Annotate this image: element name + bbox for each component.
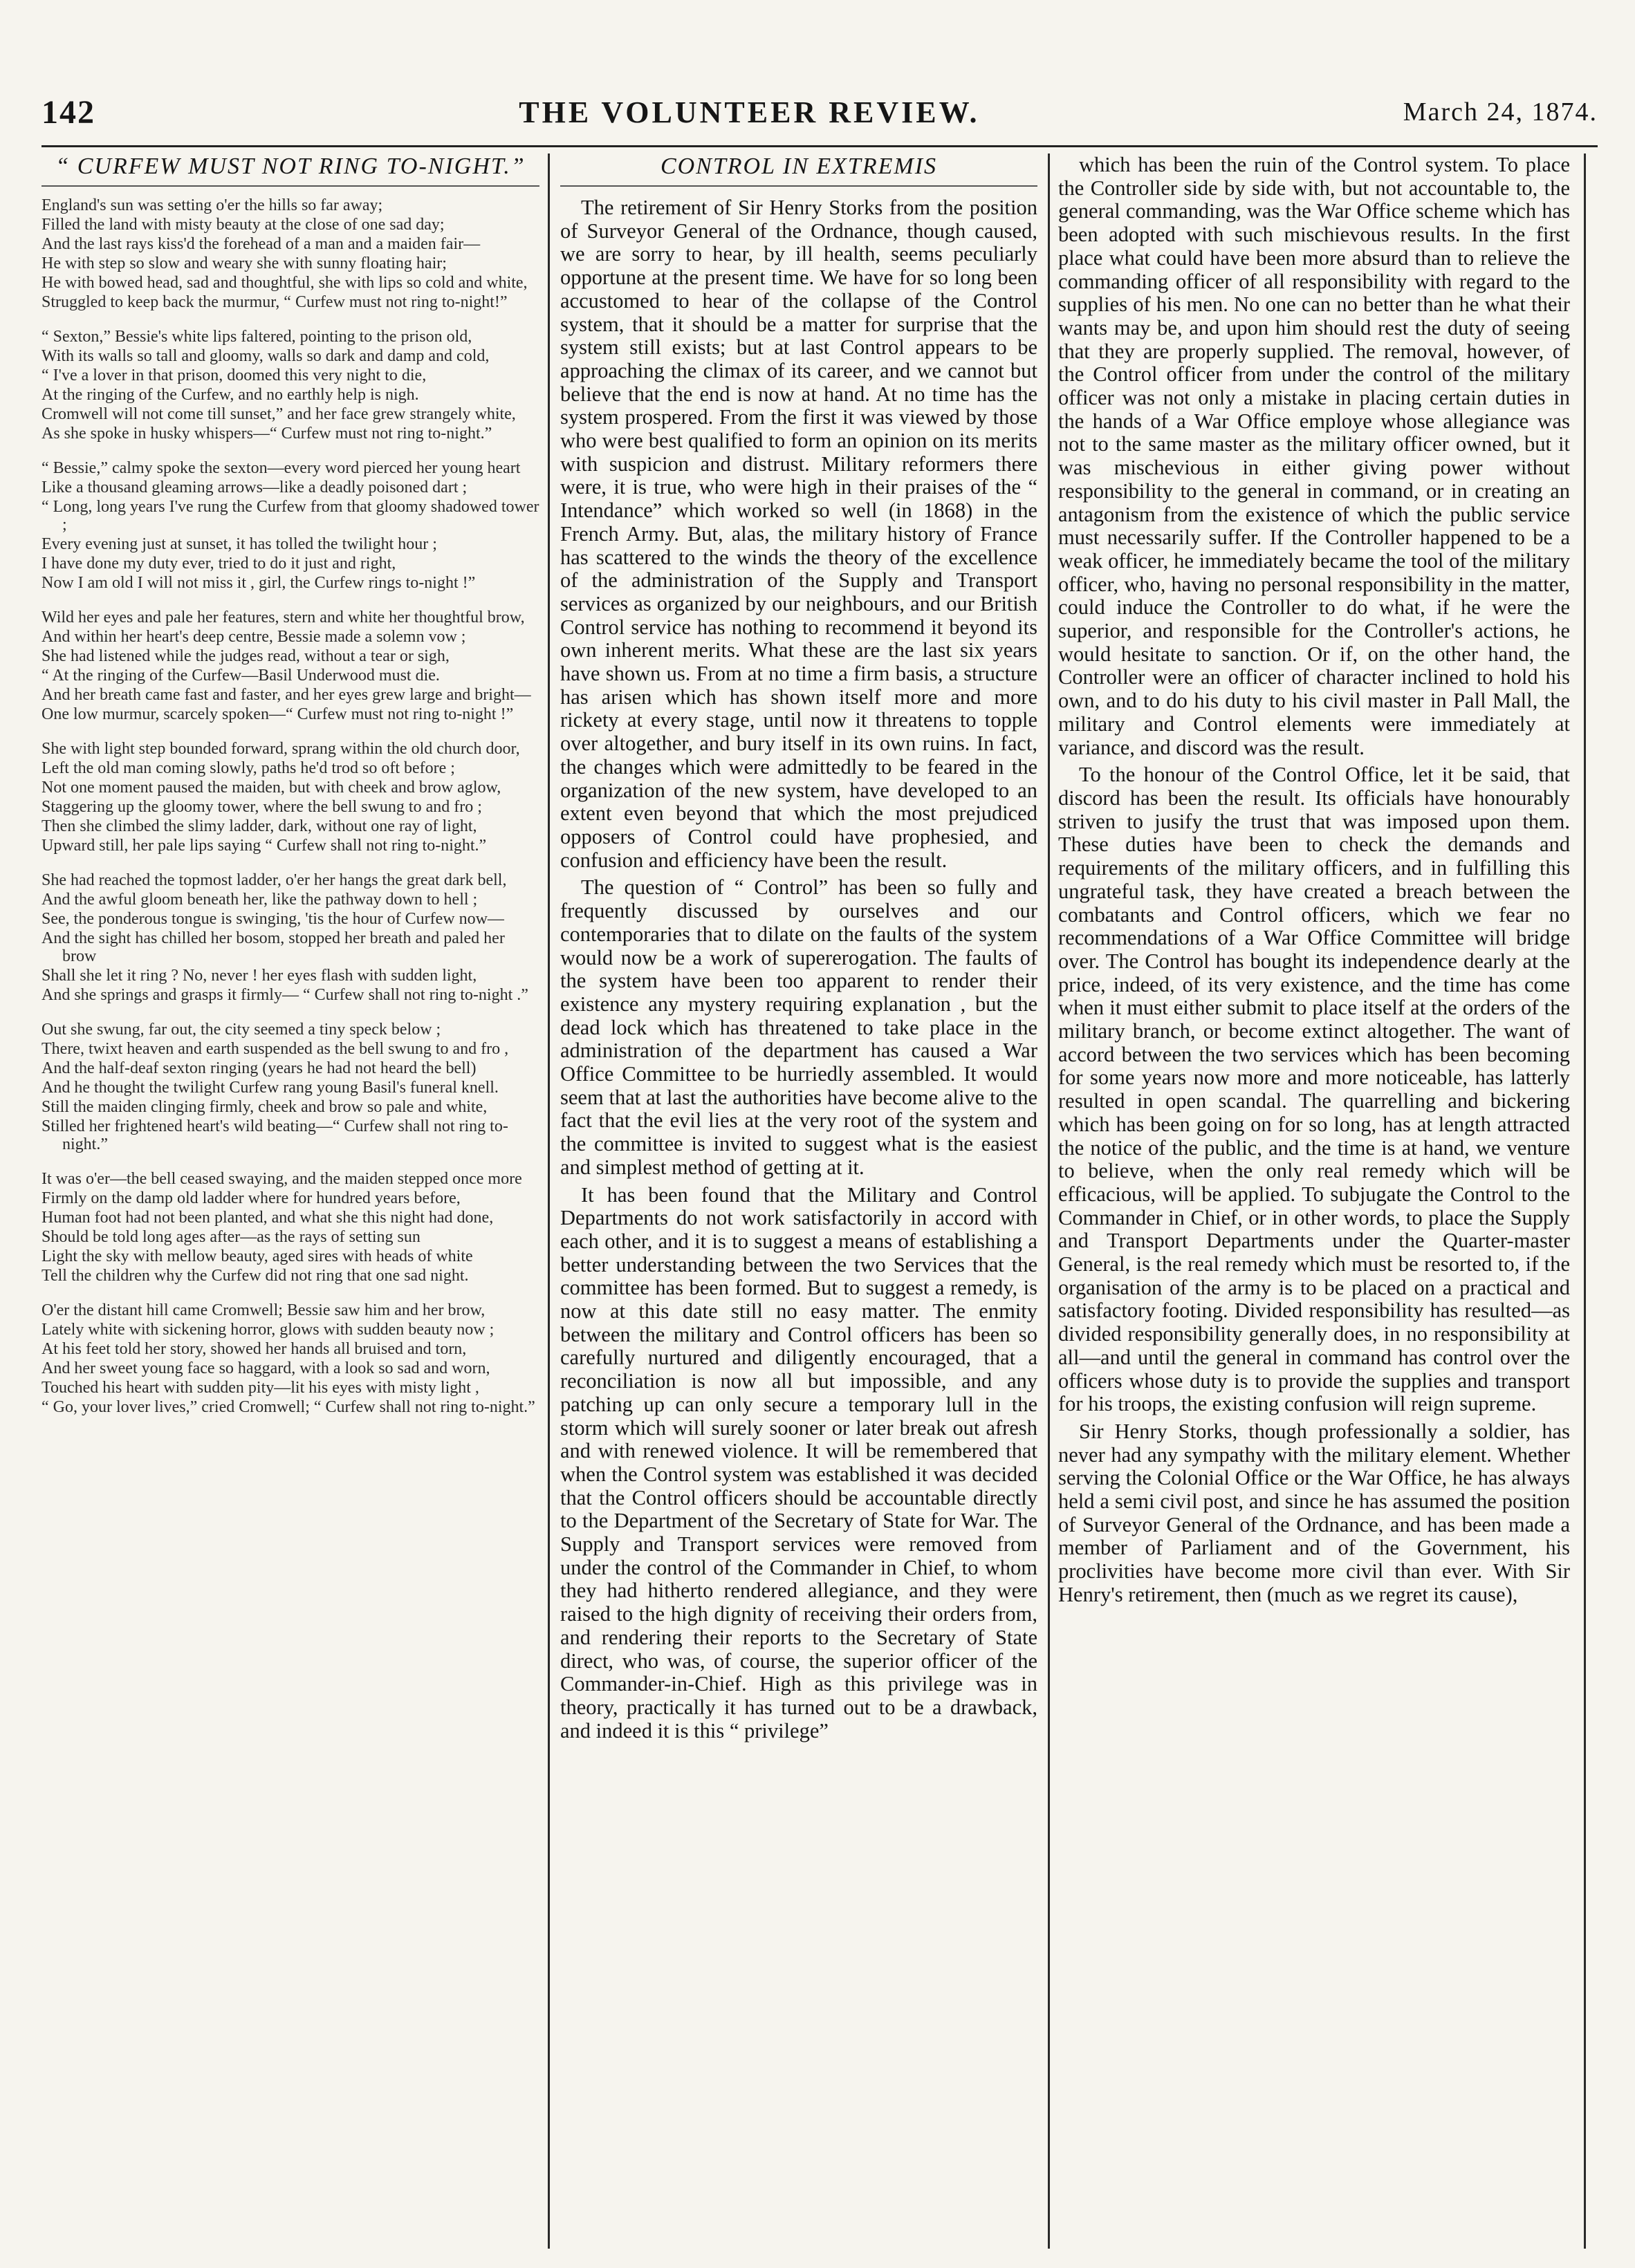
- poem-body: [41, 196, 539, 1416]
- poem-line: Filled the land with misty beauty at the close of one sad day;: [41, 216, 445, 234]
- poem-line: Then she climbed the slimy ladder, dark, without one ray of light,: [41, 817, 477, 835]
- poem-line: “ Bessie,” calmy spoke the sexton—every word pierced her young heart: [41, 459, 521, 477]
- poem-line: O'er the distant hill came Cromwell; Bessie saw him and her brow,: [41, 1301, 486, 1319]
- stanza-break: [41, 1155, 539, 1170]
- article-title: CONTROL IN EXTREMIS: [560, 154, 1037, 187]
- poem-line: Stilled her frightened heart's wild beating—“ Curfew shall not ring to-night.”: [41, 1117, 508, 1153]
- poem-line: “ I've a lover in that prison, doomed this very night to die,: [41, 366, 427, 384]
- stanza-break: [41, 856, 539, 871]
- page-number: 142: [41, 93, 95, 131]
- poem-line: Out she swung, far out, the city seemed a tiny speck below ;: [41, 1021, 441, 1039]
- column-divider: [1584, 154, 1586, 2249]
- poem-line: She had listened while the judges read, without a tear or sigh,: [41, 647, 450, 665]
- article-paragraph: It has been found that the Military and Control Departments do not work satisfactorily in accord with each other, and it is to suggest a means of establishing a better understanding between the two Services that the committee has been formed. But to suggest a remedy, is now at this date still no easy matter. The enmity between the military and Control officers has been so carefully nurtured and diligently encouraged, that a reconciliation is now all but impossible, and any patching up can only secure a temporary lull in the storm which will surely sooner or later break out afresh and with renewed violence. It will be remembered that when the Control system was established it was decided that the Control officers should be accountable directly to the Department of the Secretary of State for War. The Supply and Transport services were removed from under the control of the Commander in Chief, to whom they had hitherto rendered allegiance, and they were raised to the high dignity of receiving their orders from, and rendering their reports to the Secretary of State direct, who was, of course, the superior officer of the Commander-in-Chief. High as this privilege was in theory, practically it has turned out to be a drawback, and indeed it is this “ privilege”: [560, 1182, 1037, 1742]
- poem-line: “ Go, your lover lives,” cried Cromwell; “ Curfew shall not ring to-night.”: [41, 1398, 535, 1416]
- poem-line: Still the maiden clinging firmly, cheek and brow so pale and white,: [41, 1098, 488, 1116]
- poem-line: Touched his heart with sudden pity—lit his eyes with misty light ,: [41, 1379, 479, 1397]
- poem-line: Staggering up the gloomy tower, where the bell swung to and fro ;: [41, 798, 482, 816]
- poem-line: Like a thousand gleaming arrows—like a deadly poisoned dart ;: [41, 478, 468, 496]
- poem-line: And the half-deaf sexton ringing (years he had not heard the bell): [41, 1059, 477, 1077]
- poem-line: Lately white with sickening horror, glows with sudden beauty now ;: [41, 1321, 495, 1339]
- poem-line: And the awful gloom beneath her, like the pathway down to hell ;: [41, 891, 478, 909]
- poem-line: Wild her eyes and pale her features, stern and white her thoughtful brow,: [41, 608, 525, 626]
- article-column-2: [1058, 154, 1570, 2249]
- poem-line: As she spoke in husky whispers—“ Curfew must not ring to-night.”: [41, 425, 492, 443]
- poem-line: With its walls so tall and gloomy, walls so dark and damp and cold,: [41, 347, 490, 365]
- poem-line: And her sweet young face so haggard, with a look so sad and worn,: [41, 1359, 490, 1377]
- poem-line: Now I am old I will not miss it , girl, the Curfew rings to-night !”: [41, 574, 476, 592]
- poem-line: And she springs and grasps it firmly— “ Curfew shall not ring to-night .”: [41, 986, 528, 1004]
- stanza-break: [41, 1005, 539, 1021]
- article-column-1: [560, 154, 1037, 2249]
- article-paragraph: The retirement of Sir Henry Storks from the position of Surveyor General of the Ordnance, though caused, we are sorry to hear, by ill health, seems peculiarly opportune at the present time. We have for so long been accustomed to hear of the collapse of the Control system, that it should be a matter for surprise that the system still exists; but at last Control appears to be approaching the climax of its career, and we cannot but believe that the end is now at hand. At no time has the system prospered. From the first it was viewed by those who were best qualified to form an opinion on its merits with suspicion and distrust. Military reformers there were, it is true, who were high in their praises of the “ Intendance” which worked so well (in 1868) in the French Army. But, alas, the military history of France has scattered to the winds the theory of the excellence of the administration of the Supply and Transport services as organized by our neighbours, and our British Control service has nothing to recommend it beyond its own inherent merits. What these are the last six years have shown us. From at no time a firm basis, a structure has arisen which has shown itself more and more rickety at every stage, until now it threatens to topple over altogether, and bury itself in its own ruins. In fact, the changes which were admittedly to be feared in the organization of the new system, have developed to an extent even beyond that which the most prejudiced opposers of Control could have prophesied, and confusion and efficiency have been the result.: [560, 196, 1037, 872]
- article-body-2: [1058, 154, 1570, 1607]
- column-divider: [548, 154, 550, 2249]
- stanza-break: [41, 313, 539, 328]
- article-paragraph: which has been the ruin of the Control system. To place the Controller side by side with, but not accountable to, the general commanding, was the War Office scheme which has been adopted with such mischievous results. In the first place what could have been more absurd than to relieve the commanding officer of all responsibility with regard to the supplies of his men. No one can no better than he what their wants may be, and upon him should rest the duty of seeing that they are properly supplied. The removal, however, of the Control officer from under the control of the military officer was not only a mistake in placing certain duties in the hands of a War Office employe whose allegiance was not to the same master as the military officer owned, but it was mischevious in either giving power without responsibility to the general in command, or in creating an antagonism from the existence of which the public service must necessarily suffer. If the Controller happened to be a weak officer, he immediately became the tool of the military officer, who, having no personal responsibility in the matter, could induce the Controller to do what, if he were the superior, and responsible for the Controller's actions, he would hesitate to sanction. Or if, on the other hand, the Controller were an officer of character inclined to hold his own, and to do his duty to his civil master in Pall Mall, the military and Control elements were immediately at variance, and discord was the result.: [1058, 154, 1570, 759]
- article-paragraph: The question of “ Control” has been so fully and frequently discussed by ourselves and our contemporaries that to dilate on the faults of the system would now be a work of supererogation. The faults of the system have been too apparent to render their existence any mystery requiring explanation , but the dead lock which has threatened to take place in the administration of the department has caused a War Office Committee to be hurriedly assembled. It would seem that at last the authorities have become alive to the fact that the evil lies at the very root of the system and the committee is invited to suggest what is the easiest and simplest method of getting at it.: [560, 875, 1037, 1179]
- poem-line: It was o'er—the bell ceased swaying, and the maiden stepped once more: [41, 1170, 522, 1188]
- poem-line: Human foot had not been planted, and what she this night had done,: [41, 1209, 494, 1227]
- poem-line: And her breath came fast and faster, and her eyes grew large and bright—: [41, 686, 531, 704]
- poem-line: At the ringing of the Curfew, and no earthly help is nigh.: [41, 386, 419, 404]
- poem-line: And the sight has chilled her bosom, stopped her breath and paled her brow: [41, 929, 505, 965]
- stanza-break: [41, 444, 539, 459]
- poem-line: Light the sky with mellow beauty, aged sires with heads of white: [41, 1247, 473, 1265]
- article-paragraph: To the honour of the Control Office, let it be said, that discord has been the result. Its officials have honourably striven to jusify the trust that was imposed upon them. These duties have been to check the demands and requirements of the military officers, and in fulfilling this ungrateful task, they have created a breach between the combatants and Control officers, which we fear no recommendations of a War Office Committee will bridge over. The Control has bought its independence dearly at the price, indeed, of its very existence, and the time has come when it must either submit to place itself at the orders of the military branch, or become extinct altogether. The want of accord between the two services which has been becoming for some years now more and more noticeable, has latterly resulted in open scandal. The quarrelling and bickering which has been going on for so long, has at length attracted the notice of the public, and the time is at hand, we venture to believe, when the only real remedy which will be efficacious, will be applied. To subjugate the Control to the Commander in Chief, or in other words, to place the Supply and Transport Departments under the Quarter-master General, is the real remedy which must be resorted to, if the organisation of the army is to be placed on a practical and satisfactory footing. Divided responsibility has resulted—as divided responsibility generally does, in no responsibility at all—and until the general in command has control over the officers whose duty is to provide the supplies and transport for his troops, the existing confusion will reign supreme.: [1058, 763, 1570, 1416]
- poem-line: And he thought the twilight Curfew rang young Basil's funeral knell.: [41, 1079, 499, 1097]
- stanza-break: [41, 593, 539, 608]
- poem-line: She with light step bounded forward, sprang within the old church door,: [41, 740, 520, 758]
- article-body-1: [560, 196, 1037, 1742]
- poem-line: “ At the ringing of the Curfew—Basil Underwood must die.: [41, 667, 440, 685]
- masthead: [41, 84, 1598, 140]
- poem-line: Should be told long ages after—as the rays of setting sun: [41, 1228, 421, 1246]
- publication-title: THE VOLUNTEER REVIEW.: [519, 95, 980, 129]
- poem-line: And the last rays kiss'd the forehead of a man and a maiden fair—: [41, 235, 481, 253]
- poem-line: And within her heart's deep centre, Bessie made a solemn vow ;: [41, 628, 466, 646]
- stanza-break: [41, 1286, 539, 1301]
- poem-line: At his feet told her story, showed her hands all bruised and torn,: [41, 1340, 467, 1358]
- poem-line: He with bowed head, sad and thoughtful, she with lips so cold and white,: [41, 274, 528, 292]
- stanza-break: [41, 725, 539, 740]
- poem-line: Struggled to keep back the murmur, “ Curfew must not ring to-night!”: [41, 293, 508, 311]
- poem-column: [41, 154, 539, 2249]
- poem-line: He with step so slow and weary she with sunny floating hair;: [41, 254, 447, 272]
- poem-line: She had reached the topmost ladder, o'er her hangs the great dark bell,: [41, 871, 507, 889]
- poem-line: Shall she let it ring ? No, never ! her eyes flash with sudden light,: [41, 967, 477, 985]
- poem-line: Tell the children why the Curfew did not ring that one sad night.: [41, 1267, 469, 1285]
- header-rule: [41, 145, 1598, 147]
- poem-line: Firmly on the damp old ladder where for hundred years before,: [41, 1189, 461, 1207]
- poem-line: “ Sexton,” Bessie's white lips faltered, pointing to the prison old,: [41, 328, 472, 346]
- poem-line: I have done my duty ever, tried to do it just and right,: [41, 555, 396, 573]
- poem-title: “ CURFEW MUST NOT RING TO-NIGHT.”: [41, 154, 539, 187]
- poem-line: “ Long, long years I've rung the Curfew from that gloomy shadowed tower ;: [41, 498, 539, 534]
- column-divider: [1048, 154, 1050, 2249]
- poem-line: England's sun was setting o'er the hills so far away;: [41, 196, 383, 214]
- article-paragraph: Sir Henry Storks, though professionally a soldier, has never had any sympathy with the military element. Whether serving the Colonial Office or the War Office, he has always held a semi civil post, and since he has assumed the position of Surveyor General of the Ordnance, and has been made a member of Parliament and of the Government, his proclivities have become more civil than ever. With Sir Henry's retirement, then (much as we regret its cause),: [1058, 1419, 1570, 1606]
- poem-line: One low murmur, scarcely spoken—“ Curfew must not ring to-night !”: [41, 705, 514, 723]
- poem-line: Left the old man coming slowly, paths he'd trod so oft before ;: [41, 759, 455, 777]
- poem-line: Every evening just at sunset, it has tolled the twilight hour ;: [41, 535, 437, 553]
- issue-date: March 24, 1874.: [1403, 97, 1598, 127]
- poem-line: There, twixt heaven and earth suspended as the bell swung to and fro ,: [41, 1040, 509, 1058]
- poem-line: Cromwell will not come till sunset,” and her face grew strangely white,: [41, 405, 516, 423]
- poem-line: See, the ponderous tongue is swinging, 'tis the hour of Curfew now—: [41, 910, 504, 928]
- poem-line: Upward still, her pale lips saying “ Curfew shall not ring to-night.”: [41, 837, 487, 855]
- poem-line: Not one moment paused the maiden, but with cheek and brow aglow,: [41, 779, 501, 797]
